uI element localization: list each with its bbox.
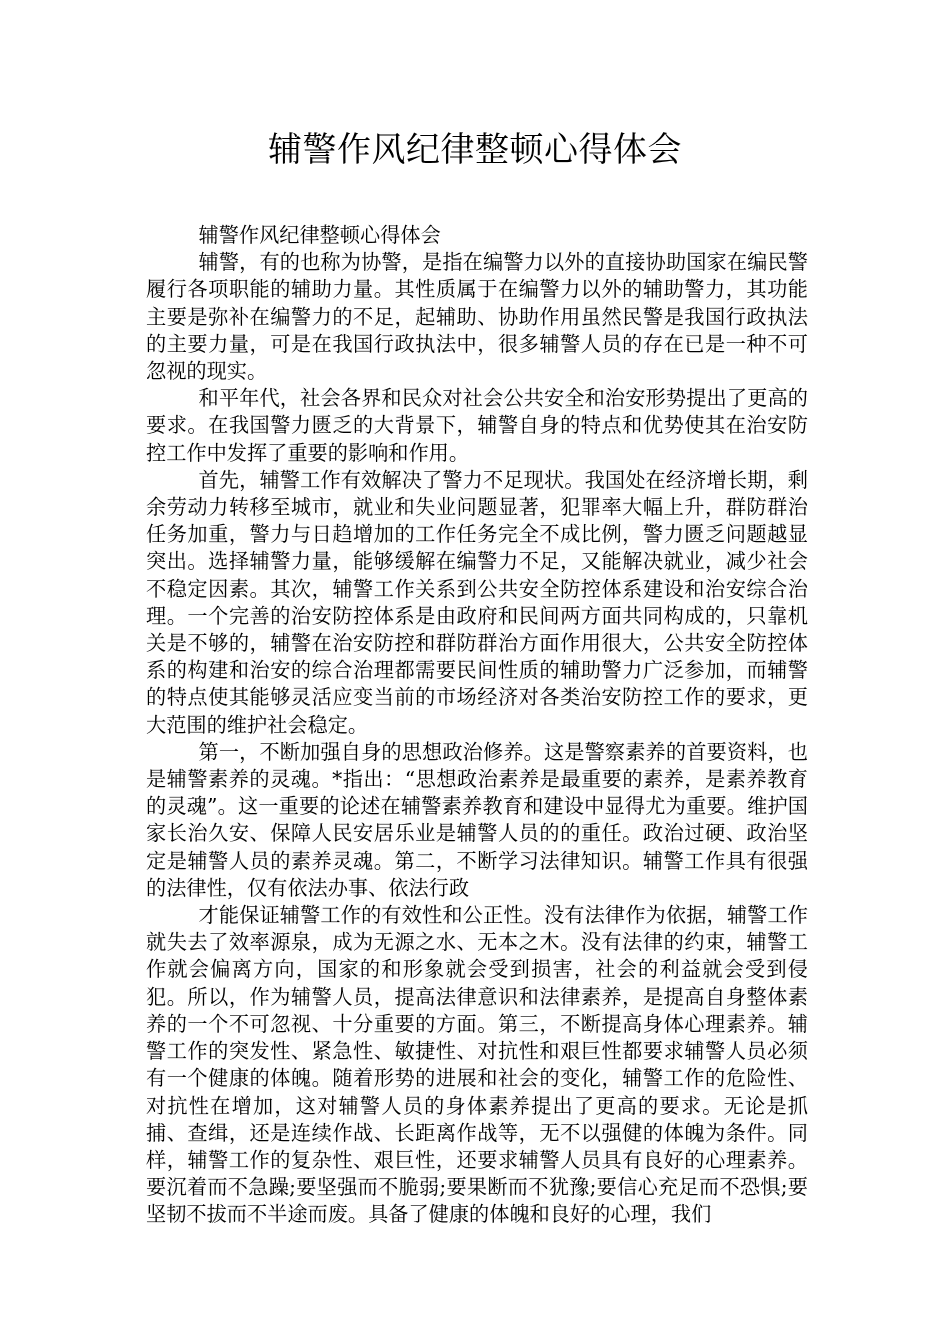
paragraph-definition: 辅警，有的也称为协警，是指在编警力以外的直接协助国家在编民警履行各项职能的辅助力量。其性质属于在编警力以外的辅助警力，其功能主要是弥补在编警力的不足，起辅助、协助作用虽然民警是我国行政执法的主要力量，可是在我国行政执法中，很多辅警人员的存在已是一种不可忽视的现实。: [146, 250, 808, 384]
paragraph-subtitle: 辅警作风纪律整顿心得体会: [198, 223, 441, 247]
document-body: [146, 222, 808, 1229]
paragraph-political-cultivation: 第一，不断加强自身的思想政治修养。这是警察素养的首要资料，也是辅警素养的灵魂。*指出：“思想政治素养是最重要的素养，是素养教育的灵魂”。这一重要的论述在辅警素养教育和建设中显得尤为重要。维护国家长治久安、保障人民安居乐业是辅警人员的的重任。政治过硬、政治坚定是辅警人员的素养灵魂。第二，不断学习法律知识。辅警工作具有很强的法律性，仅有依法办事、依法行政: [146, 739, 808, 900]
paragraph-law-and-fitness: 才能保证辅警工作的有效性和公正性。没有法律作为依据，辅警工作就失去了效率源泉，成为无源之水、无本之木。没有法律的约束，辅警工作就会偏离方向，国家的和形象就会受到损害，社会的利益就会受到侵犯。所以，作为辅警人员，提高法律意识和法律素养，是提高自身整体素养的一个不可忽视、十分重要的方面。第三，不断提高身体心理素养。辅警工作的突发性、紧急性、敏捷性、对抗性和艰巨性都要求辅警人员必须有一个健康的体魄。随着形势的进展和社会的变化，辅警工作的危险性、对抗性在增加，这对辅警人员的身体素养提出了更高的要求。无论是抓捕、查缉，还是连续作战、长距离作战等，无不以强健的体魄为条件。同样，辅警工作的复杂性、艰巨性，还要求辅警人员具有良好的心理素养。要沉着而不急躁;要坚强而不脆弱;要果断而不犹豫;要信心充足而不恐惧;要坚韧不拔而不半途而废。具备了健康的体魄和良好的心理，我们: [146, 903, 808, 1227]
paragraph-first-point: 首先，辅警工作有效解决了警力不足现状。我国处在经济增长期，剩余劳动力转移至城市，就业和失业问题显著，犯罪率大幅上升，群防群治任务加重，警力与日趋增加的工作任务完全不成比例，警力匮乏问题越显突出。选择辅警力量，能够缓解在编警力不足，又能解决就业，减少社会不稳定因素。其次，辅警工作关系到公共安全防控体系建设和治安综合治理。一个完善的治安防控体系是由政府和民间两方面共同构成的，只靠机关是不够的，辅警在治安防控和群防群治方面作用很大，公共安全防控体系的构建和治安的综合治理都需要民间性质的辅助警力广泛参加，而辅警的特点使其能够灵活应变当前的市场经济对各类治安防控工作的要求，更大范围的维护社会稳定。: [146, 467, 808, 737]
document-title: 辅警作风纪律整顿心得体会: [268, 130, 682, 170]
paragraph-peacetime: 和平年代，社会各界和民众对社会公共安全和治安形势提出了更高的要求。在我国警力匮乏的大背景下，辅警自身的特点和优势使其在治安防控工作中发挥了重要的影响和作用。: [146, 386, 808, 465]
